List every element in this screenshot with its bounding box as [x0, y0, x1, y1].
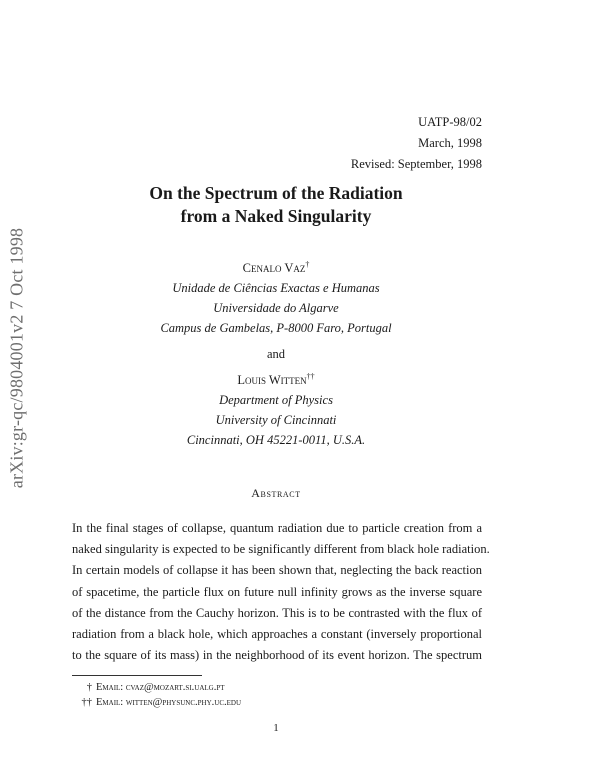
email-address: witten@physunc.phy.uc.edu	[125, 697, 241, 708]
footnote-marker: †	[305, 259, 310, 269]
footnote-marker: ††	[306, 371, 315, 381]
footnote-rule	[72, 675, 202, 676]
author-block-2	[0, 370, 552, 450]
abstract-line: of spacetime, the particle flux on future null infinity grows as the inverse square	[72, 584, 482, 599]
abstract-line: In certain models of collapse it has been shown that, neglecting the back reaction	[72, 563, 482, 578]
abstract-body	[72, 518, 490, 666]
revised-date: Revised: September, 1998	[350, 157, 482, 171]
report-number: UATP-98/02	[418, 115, 482, 129]
footnote-1	[72, 680, 241, 695]
abstract-line: naked singularity is expected to be significantly different from black hole radiation.	[72, 542, 490, 557]
title-line-2: from a Naked Singularity	[180, 206, 372, 226]
footnotes	[72, 680, 241, 710]
footnote-2	[72, 695, 241, 710]
paper-title	[0, 182, 552, 228]
author-name: Cenalo Vaz	[242, 261, 306, 275]
report-date: March, 1998	[418, 136, 482, 150]
email-label: Email:	[96, 682, 124, 693]
email-label: Email:	[96, 697, 124, 708]
abstract-line: of the distance from the Cauchy horizon. This is to be contrasted with the flux of	[72, 605, 482, 620]
abstract-heading: Abstract	[251, 486, 301, 500]
page-number: 1	[273, 722, 279, 734]
abstract-line: to the square of its mass) in the neighborhood of its event horizon. The spectrum	[72, 648, 482, 663]
affiliation-line: Unidade de Ciências Exactas e Humanas	[172, 281, 380, 295]
email-address: cvaz@mozart.si.ualg.pt	[125, 682, 225, 693]
conjunction: and	[266, 347, 286, 361]
affiliation-line: University of Cincinnati	[215, 413, 337, 427]
author-name-line	[0, 370, 552, 390]
title-line-1: On the Spectrum of the Radiation	[149, 183, 403, 203]
author-block-1	[0, 258, 552, 338]
abstract-line: radiation from a black hole, which approaches a constant (inversely proportional	[72, 627, 482, 642]
footnote-symbol: ††	[81, 697, 92, 708]
affiliation-line: Department of Physics	[219, 393, 333, 407]
arxiv-identifier: arXiv:gr-qc/9804001v2 7 Oct 1998	[6, 227, 27, 488]
report-header	[351, 112, 482, 175]
footnote-symbol: †	[86, 682, 92, 693]
abstract-line: In the final stages of collapse, quantum radiation due to particle creation from a	[72, 521, 482, 535]
author-name-line	[0, 258, 552, 278]
affiliation-line: Campus de Gambelas, P-8000 Faro, Portugal	[160, 321, 392, 335]
author-name: Louis Witten	[237, 373, 307, 387]
affiliation-line: Universidade do Algarve	[213, 301, 339, 315]
affiliation-line: Cincinnati, OH 45221-0011, U.S.A.	[186, 433, 366, 447]
